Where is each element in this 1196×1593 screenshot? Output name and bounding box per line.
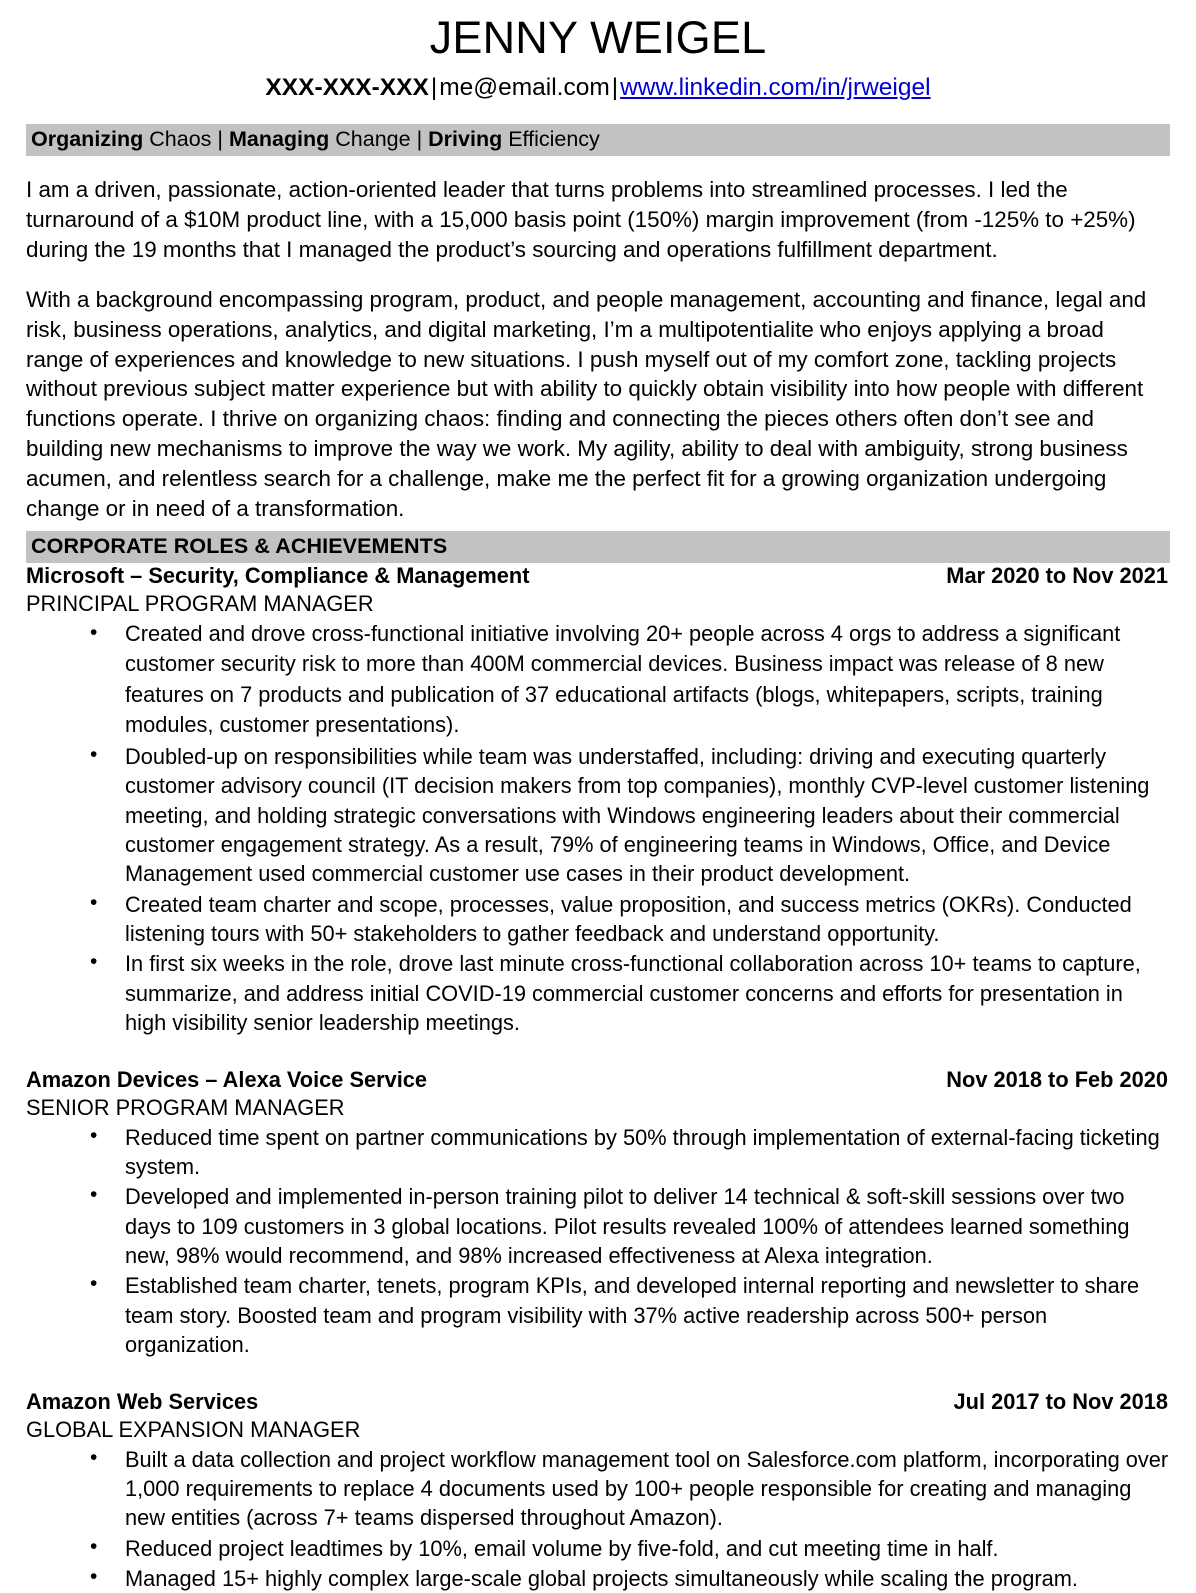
tagline-regular-1: Chaos	[143, 126, 212, 151]
job-header	[26, 1067, 1170, 1093]
job-title: GLOBAL EXPANSION MANAGER	[26, 1417, 361, 1443]
tagline-regular-2: Change	[329, 126, 411, 151]
job-title: SENIOR PROGRAM MANAGER	[26, 1095, 345, 1121]
job-header	[26, 1389, 1170, 1415]
tagline-bold-1: Organizing	[31, 126, 144, 151]
phone-number: XXX-XXX-XXX	[265, 74, 429, 102]
list-item: • Reduced project leadtimes by 10%, email volume by five-fold, and cut meeting time in half.	[26, 1534, 1170, 1563]
tagline-divider-2: |	[410, 126, 429, 151]
job-entry	[26, 1067, 1170, 1359]
tagline-bold-3: Driving	[428, 126, 503, 151]
linkedin-link[interactable]: www.linkedin.com/in/jrweigel	[620, 74, 931, 102]
tagline-regular-3: Efficiency	[502, 126, 600, 151]
contact-separator-1: |	[430, 74, 438, 102]
list-item: • In first six weeks in the role, drove last minute cross-functional collaboration across 10+ teams to capture, summarize, and address initial COVID-19 commercial customer concerns and efforts for presentation in high visibility senior leadership meetings.	[26, 949, 1170, 1037]
job-entry	[26, 1389, 1170, 1593]
summary-paragraph-1: I am a driven, passionate, action-oriented leader that turns problems into streamlined processes. I led the turnaround of a $10M product line, with a 15,000 basis point (150%) margin improvement (from -125% to +25%) during the 19 months that I managed the product’s sourcing and operations fulfillment department.	[26, 177, 1136, 262]
list-item: • Managed 15+ highly complex large-scale global projects simultaneously while scaling the program.	[26, 1564, 1170, 1593]
page-title: JENNY WEIGEL	[429, 12, 767, 63]
section-heading-experience: CORPORATE ROLES & ACHIEVEMENTS	[26, 531, 1170, 563]
job-entry	[26, 563, 1170, 1037]
spacer	[26, 524, 1170, 531]
tagline-bold-2: Managing	[228, 126, 330, 151]
job-bullet-list	[26, 619, 1170, 1037]
job-company: Amazon Devices – Alexa Voice Service	[26, 1067, 428, 1093]
list-item: • Created and drove cross-functional initiative involving 20+ people across 4 orgs to address a significant customer security risk to more than 400M commercial devices. Business impact was release of 8 new features on 7 products and publication of 37 educational artifacts (blogs, whitepapers, scripts, training modules, customer presentations).	[26, 619, 1170, 741]
job-company: Microsoft – Security, Compliance & Management	[26, 563, 530, 589]
job-dates: Jul 2017 to Nov 2018	[953, 1389, 1168, 1415]
job-dates: Nov 2018 to Feb 2020	[946, 1067, 1168, 1093]
tagline-band	[26, 124, 1170, 156]
list-item: • Established team charter, tenets, program KPIs, and developed internal reporting and newsletter to share team story. Boosted team and program visibility with 37% active readership across 500+ person organization.	[26, 1271, 1170, 1359]
list-item: • Built a data collection and project workflow management tool on Salesforce.com platform, incorporating over 1,000 requirements to replace 4 documents used by 100+ people responsible for creating and managing new entities (across 7+ teams dispersed throughout Amazon).	[26, 1445, 1170, 1533]
email-address: me@email.com	[439, 74, 610, 102]
job-header	[26, 563, 1170, 589]
job-bullet-list	[26, 1445, 1170, 1593]
job-dates: Mar 2020 to Nov 2021	[946, 563, 1168, 589]
tagline-divider-1: |	[211, 126, 229, 151]
summary-paragraph-2: With a background encompassing program, product, and people management, accounting and finance, legal and risk, business operations, analytics, and digital marketing, I’m a multipotentialite who enjoys applying a broad range of experiences and knowledge to new situations. I push myself out of my comfort zone, tackling projects without previous subject matter experience but with ability to quickly obtain visibility into how people with different functions operate. I thrive on organizing chaos: finding and connecting the pieces others often don’t see and building new mechanisms to improve the way we work. My agility, ability to deal with ambiguity, strong business acumen, and relentless search for a challenge, make me the perfect fit for a growing organization undergoing change or in need of a transformation.	[26, 286, 1147, 522]
contact-line	[26, 73, 1170, 102]
job-title: PRINCIPAL PROGRAM MANAGER	[26, 591, 374, 617]
list-item: • Created team charter and scope, processes, value proposition, and success metrics (OKRs). Conducted listening tours with 50+ stakeholders to gather feedback and understand opportunity.	[26, 890, 1170, 949]
job-bullet-list	[26, 1123, 1170, 1360]
experience-list	[26, 563, 1170, 1593]
list-item: • Developed and implemented in-person training pilot to deliver 14 technical & soft-skill sessions over two days to 109 customers in 3 global locations. Pilot results revealed 100% of attendees learned something new, 98% would recommend, and 98% increased effectiveness at Alexa integration.	[26, 1182, 1170, 1270]
contact-separator-2: |	[611, 74, 619, 102]
list-item: • Reduced time spent on partner communications by 50% through implementation of external-facing ticketing system.	[26, 1123, 1170, 1182]
resume-page	[0, 12, 1196, 1592]
job-company: Amazon Web Services	[26, 1389, 259, 1415]
list-item: • Doubled-up on responsibilities while team was understaffed, including: driving and executing quarterly customer advisory council (IT decision makers from top companies), monthly CVP-level customer listening meeting, and holding strategic conversations with Windows engineering leaders about their commercial customer engagement strategy. As a result, 79% of engineering teams in Windows, Office, and Device Management used commercial customer use cases in their product development.	[26, 742, 1170, 889]
